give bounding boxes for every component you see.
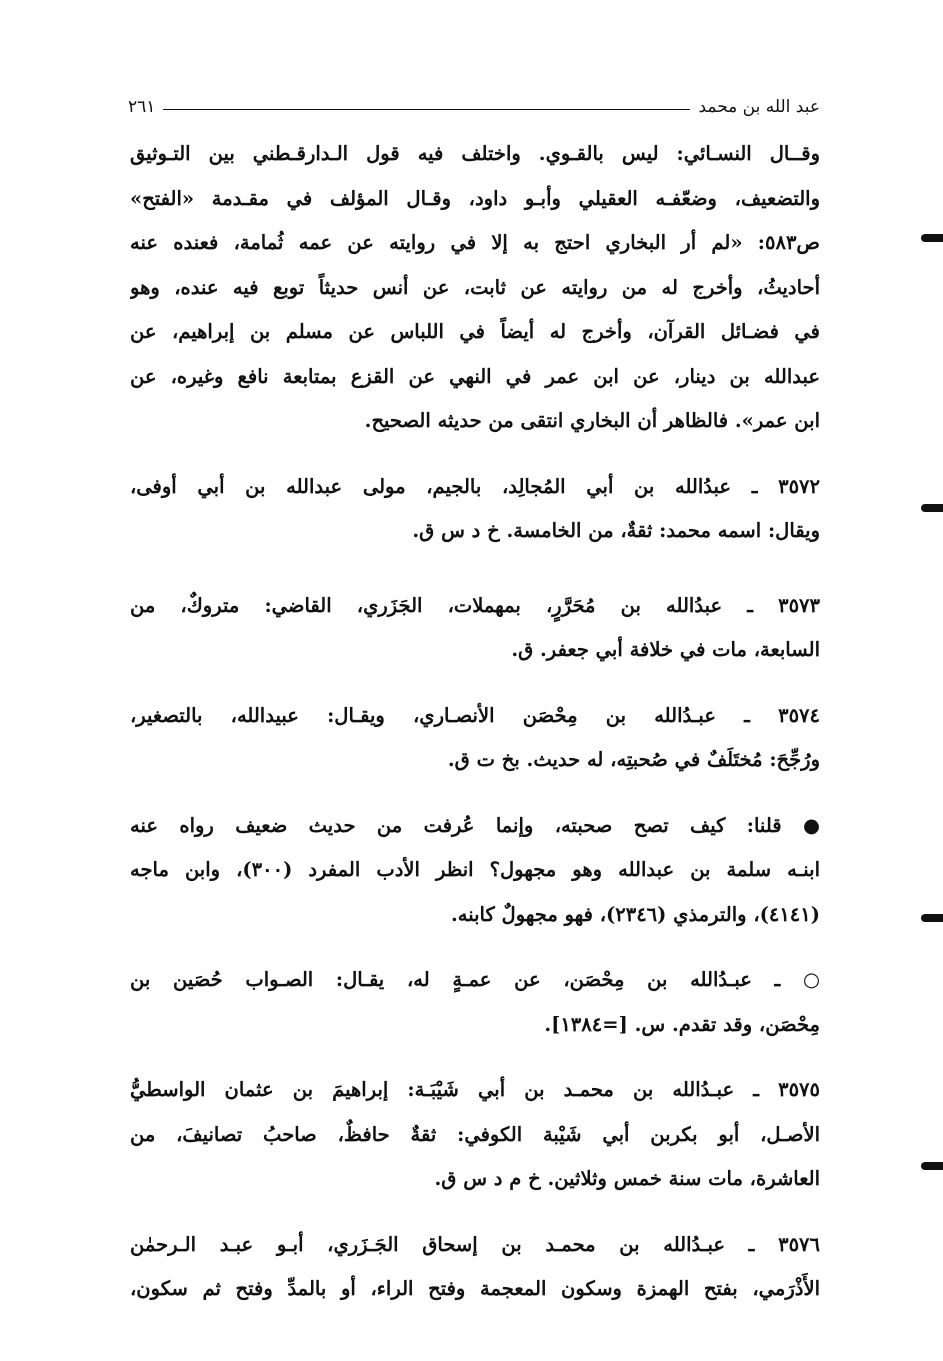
text-line: ٣٥٧٤ ـ عبـدُالله بن مِحْصَن الأنصـاري، ويقـال: عبيدالله، بالتصغير،: [130, 703, 820, 727]
scan-margin-mark: [921, 234, 943, 242]
text-line: وقــال النسـائي: ليس بالقـوي. واختلف فيه قول الـدارقـطني بين التـوثيق: [130, 142, 820, 165]
header-rule: [163, 109, 690, 110]
text-line: ابنـه سلمة بن عبدالله وهو مجهول؟ انظر الأدب المفرد (٣٠٠)، وابن ماجه: [130, 858, 820, 881]
scan-margin-mark: [921, 914, 943, 922]
page-body: [130, 132, 820, 1312]
paragraph-commentary: [130, 132, 820, 444]
text-line: ● قلنا: كيف تصح صحبته، وإنما عُرفت من حديث ضعيف رواه عنه: [130, 813, 820, 837]
page-header: [128, 92, 820, 122]
entry-cross-reference: [130, 958, 820, 1047]
entry-3575: [130, 1068, 820, 1202]
text-line: ٣٥٧٥ ـ عبـدُالله بن محمـد بن أبي شَيْبَـة: إبراهيمَ بن عثمان الواسطيُّ: [130, 1078, 820, 1101]
text-line: ويقال: اسمه محمد: ثقةٌ، من الخامسة. خ د س ق.: [412, 519, 820, 542]
text-line: ○ ـ عبـدُالله بن مِحْصَن، عن عمـةٍ له، يقـال: الصـواب حُصَين بن: [130, 968, 820, 991]
page-number: ٢٦١: [128, 97, 156, 117]
text-line: والتضعيف، وضعّفـه العقيلي وأبـو داود، وقـال المؤلف في مقـدمة «الفتح»: [130, 186, 820, 210]
text-line: (٤١٤١)، والترمذي (٢٣٤٦)، فهو مجهولٌ كابنه.: [450, 902, 820, 926]
entry-3576: [130, 1223, 820, 1312]
text-line: السابعة، مات في خلافة أبي جعفر. ق.: [511, 638, 820, 661]
text-line: الأصـل، أبو بكربن أبي شَيْبة الكوفي: ثقةٌ حافظٌ، صاحبُ تصانيفَ، من: [130, 1122, 820, 1146]
editor-note: [130, 804, 820, 938]
text-line: ٣٥٧٣ ـ عبدُالله بن مُحَرَّرٍ، بمهملات، الجَزَري، القاضي: متروكٌ، من: [130, 593, 820, 617]
text-line: ورُجِّحَ: مُختَلَفٌ في صُحبتِه، له حديث. بخ ت ق.: [447, 748, 820, 771]
text-line: مِحْصَن، وقد تقدم. س. [=١٣٨٤].: [544, 1012, 820, 1036]
entry-3574: [130, 694, 820, 783]
text-line: عبدالله بن دينار، عن ابن عمر في النهي عن القزع بمتابعة نافع وغيره، عن: [130, 364, 820, 388]
text-line: ابن عمر». فالظاهر أن البخاري انتقى من حديثه الصحيح.: [364, 409, 820, 432]
text-line: أحاديثُ، وأخرج له من روايته عن ثابت، عن أنس حديثاً توبع فيه عنده، وهو: [130, 275, 820, 299]
entry-3573: [130, 584, 820, 673]
text-line: الأَذْرَمي، بفتح الهمزة وسكون المعجمة وفتح الراء، أو بالمدِّ وفتح ثم سكون،: [130, 1277, 820, 1300]
text-line: ص٥٨٣: «لم أر البخاري احتج به إلا في روايته عن عمه ثُمامة، فعنده عنه: [130, 231, 820, 254]
entry-3572: [130, 465, 820, 554]
scan-margin-mark: [921, 504, 943, 512]
running-title: عبد الله بن محمد: [698, 97, 820, 117]
text-line: في فضـائل القرآن، وأخرج له أيضاً في اللباس عن مسلم بن إبراهيم، عن: [130, 320, 820, 343]
text-line: ٣٥٧٢ ـ عبدُالله بن أبي المُجالِد، بالجيم، مولى عبدالله بن أبي أوفى،: [130, 474, 820, 498]
text-line: ٣٥٧٦ ـ عبـدُالله بن محمـد بن إسحاق الجَـزَري، أبـو عبـد الـرحمٰن: [130, 1232, 820, 1256]
text-line: العاشرة، مات سنة خمس وثلاثين. خ م د س ق.: [434, 1167, 820, 1190]
scan-margin-mark: [921, 1162, 943, 1170]
